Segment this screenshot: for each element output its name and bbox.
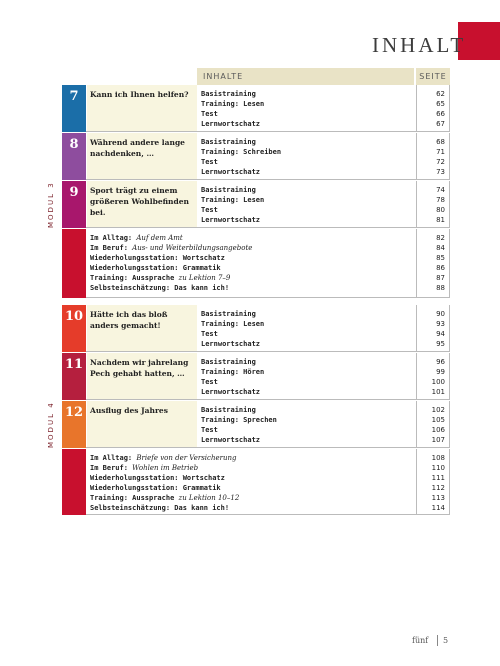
lesson-item: Training: Lesen (201, 100, 265, 108)
lesson-pages (417, 309, 445, 349)
lesson-item: Lernwortschatz (201, 436, 261, 444)
lesson-row[interactable] (62, 85, 450, 132)
lesson-pages (417, 137, 445, 177)
lesson-items (201, 357, 401, 397)
lesson-item: Basistraining (201, 358, 256, 366)
page-number: 72 (436, 158, 445, 166)
page-number: 102 (431, 406, 445, 414)
extras-color-bar (62, 449, 86, 515)
lesson-row[interactable] (62, 353, 450, 400)
lesson-number: 8 (62, 133, 86, 180)
footer-page-number: 5 (443, 636, 449, 645)
lesson-number: 10 (62, 305, 86, 352)
extras-row: Selbsteinschätzung: Das kann ich! (90, 504, 230, 512)
page-title: INHALT (372, 33, 467, 57)
lesson-title: Während andere lange nachdenken, … (87, 133, 197, 180)
lesson-item: Basistraining (201, 406, 256, 414)
lesson-item: Basistraining (201, 186, 256, 194)
page-number: 112 (431, 484, 445, 492)
page-number: 110 (431, 464, 445, 472)
page-number: 93 (436, 320, 445, 328)
lesson-row[interactable] (62, 133, 450, 180)
page-number: 81 (436, 216, 445, 224)
lesson-pages (417, 185, 445, 225)
page-number: 68 (436, 138, 445, 146)
lesson-title: Hätte ich das bloß anders gemacht! (87, 305, 197, 352)
lesson-title: Nachdem wir jahrelang Pech gehabt hatten, … (87, 353, 197, 400)
page-number: 107 (431, 436, 445, 444)
lesson-title: Kann ich Ihnen helfen? (87, 85, 197, 132)
module-label-4: MODUL 4 (47, 401, 55, 449)
lesson-item: Test (201, 378, 218, 386)
page-number: 67 (436, 120, 445, 128)
page-number: 80 (436, 206, 445, 214)
module-extras[interactable] (62, 229, 450, 298)
extras-color-bar (62, 229, 86, 298)
lesson-number: 11 (62, 353, 86, 400)
page-number: 106 (431, 426, 445, 434)
lesson-items (201, 137, 401, 177)
lesson-items (201, 309, 401, 349)
lesson-items (201, 89, 401, 129)
extras-row: Wiederholungsstation: Grammatik (90, 484, 221, 492)
page-number: 82 (436, 234, 445, 242)
lesson-number: 12 (62, 401, 86, 448)
extras-pages (417, 453, 445, 513)
extras-row: Im Beruf: Aus- und Weiterbildungsangebote (90, 244, 253, 252)
lesson-title: Ausflug des Jahres (87, 401, 197, 448)
extras-row: Wiederholungsstation: Wortschatz (90, 254, 225, 262)
lesson-item: Lernwortschatz (201, 216, 261, 224)
column-header-seite: SEITE (416, 68, 450, 85)
lesson-item: Test (201, 206, 218, 214)
extras-row: Training: Aussprache zu Lektion 7–9 (90, 274, 231, 282)
page-number: 66 (436, 110, 445, 118)
module-extras[interactable] (62, 449, 450, 515)
page-number: 65 (436, 100, 445, 108)
lesson-row[interactable] (62, 181, 450, 228)
lesson-row[interactable] (62, 401, 450, 448)
page-number: 85 (436, 254, 445, 262)
page-number: 96 (436, 358, 445, 366)
page-number: 73 (436, 168, 445, 176)
lesson-pages (417, 89, 445, 129)
lesson-item: Test (201, 110, 218, 118)
page-number: 86 (436, 264, 445, 272)
lesson-item: Test (201, 426, 218, 434)
page-number: 111 (431, 474, 445, 482)
lesson-item: Training: Sprechen (201, 416, 277, 424)
footer-page-word: fünf (412, 636, 429, 645)
lesson-item: Basistraining (201, 90, 256, 98)
page-number: 78 (436, 196, 445, 204)
lesson-item: Basistraining (201, 310, 256, 318)
lesson-pages (417, 357, 445, 397)
page-number: 71 (436, 148, 445, 156)
page-number: 99 (436, 368, 445, 376)
extras-row: Im Beruf: Wohlen im Betrieb (90, 464, 199, 472)
lesson-item: Lernwortschatz (201, 340, 261, 348)
extras-row: Wiederholungsstation: Grammatik (90, 264, 221, 272)
lesson-item: Training: Lesen (201, 196, 265, 204)
page-number: 108 (431, 454, 445, 462)
module-label-3: MODUL 3 (47, 181, 55, 229)
page-number: 101 (431, 388, 445, 396)
page-number: 87 (436, 274, 445, 282)
lesson-item: Lernwortschatz (201, 168, 261, 176)
column-header-inhalte: INHALTE (197, 68, 414, 85)
lesson-item: Training: Hören (201, 368, 265, 376)
lesson-item: Lernwortschatz (201, 120, 261, 128)
lesson-item: Basistraining (201, 138, 256, 146)
page-number: 105 (431, 416, 445, 424)
lesson-item: Test (201, 158, 218, 166)
lesson-item: Training: Schreiben (201, 148, 282, 156)
page-number: 95 (436, 340, 445, 348)
lesson-row[interactable] (62, 305, 450, 352)
lesson-items (201, 185, 401, 225)
lesson-item: Test (201, 330, 218, 338)
page-number: 84 (436, 244, 445, 252)
extras-row: Selbsteinschätzung: Das kann ich! (90, 284, 230, 292)
page-number: 114 (431, 504, 445, 512)
page-number: 113 (431, 494, 445, 502)
extras-row: Im Alltag: Auf dem Amt (90, 234, 183, 242)
lesson-item: Lernwortschatz (201, 388, 261, 396)
lesson-items (201, 405, 401, 445)
lesson-number: 9 (62, 181, 86, 228)
page-number: 74 (436, 186, 445, 194)
lesson-item: Training: Lesen (201, 320, 265, 328)
extras-row: Wiederholungsstation: Wortschatz (90, 474, 225, 482)
extras-list (90, 453, 410, 513)
page-number: 62 (436, 90, 445, 98)
page-number: 100 (431, 378, 445, 386)
extras-list (90, 233, 410, 293)
extras-row: Im Alltag: Briefe von der Versicherung (90, 454, 237, 462)
lesson-title: Sport trägt zu einem größeren Wohlbefinden bei. (87, 181, 197, 228)
page-number: 90 (436, 310, 445, 318)
footer-separator (437, 635, 438, 646)
page-number: 88 (436, 284, 445, 292)
lesson-pages (417, 405, 445, 445)
extras-pages (417, 233, 445, 293)
extras-row: Training: Aussprache zu Lektion 10–12 (90, 494, 240, 502)
page-number: 94 (436, 330, 445, 338)
lesson-number: 7 (62, 85, 86, 132)
